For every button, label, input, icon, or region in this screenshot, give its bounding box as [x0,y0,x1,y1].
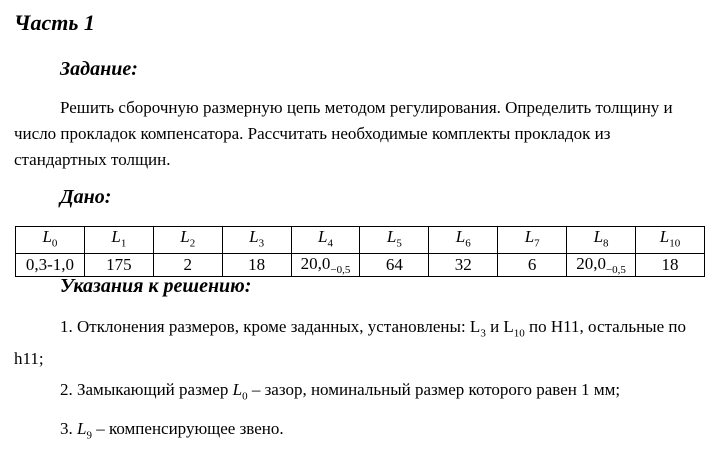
header-symbol: L [42,227,52,246]
header-symbol: L [111,227,121,246]
header-cell [498,227,567,254]
task-text-content: Решить сборочную размерную цепь методом регулирования. Определить толщину и число прокладок компенсатора. Рассчитать необходимые комплекты прокладок из стандартных толщин. [14,98,673,169]
task-title: Задание: [60,58,138,80]
hint-2-symbol [232,380,248,403]
hint-1-sub-2: 10 [513,327,525,340]
cell-value: 6 [527,255,537,275]
cell-value: 64 [385,255,403,275]
hint-1-text-a: 1. Отклонения размеров, кроме заданных, установлены: L [60,317,481,336]
header-index: 7 [534,237,540,250]
hint-3-symbol-letter: L [77,419,87,438]
header-symbol: L [659,227,670,246]
task-text [14,95,704,173]
header-index: 10 [669,237,681,250]
header-cell [360,227,429,254]
header-symbol: L [593,227,604,246]
given-title: Дано: [60,186,112,208]
header-symbol: L [524,227,535,246]
hint-1-text-b: и L [485,317,514,336]
hint-2-text-a: 2. Замыкающий размер [60,380,233,399]
given-table [15,226,705,277]
value-cell [567,254,636,277]
value-cell [429,254,498,277]
cell-value: 175 [106,255,132,275]
hint-3 [14,416,704,448]
value-cell [360,254,429,277]
value-cell [636,254,705,277]
header-index: 3 [258,237,265,250]
cell-value: 20,0 [300,254,331,274]
hint-3-symbol [77,419,92,442]
hint-2 [14,377,704,409]
cell-value: 2 [183,255,192,275]
value-cell [498,254,567,277]
header-symbol: L [249,227,259,246]
hint-2-symbol-index: 0 [242,390,248,403]
header-cell [567,227,636,254]
header-index: 4 [327,237,333,250]
hint-1-sub-1: 3 [480,327,486,340]
header-index: 0 [51,237,58,250]
hint-3-text-b: – компенсирующее звено. [91,419,284,438]
header-cell [16,227,85,254]
hint-1 [14,314,704,372]
cell-value: 0,3-1,0 [25,255,75,275]
cell-tolerance: −0,5 [605,264,626,277]
header-symbol: L [180,227,190,246]
header-cell [291,227,360,254]
header-cell [84,227,153,254]
header-index: 6 [465,237,471,250]
hint-3-text-a: 3. [60,419,77,438]
hint-2-text-b: – зазор, номинальный размер которого равен 1 мм; [247,380,621,399]
table-header-row [16,227,705,254]
cell-value: 20,0 [576,254,606,274]
part-title: Часть 1 [14,10,95,35]
header-cell [153,227,222,254]
header-cell [429,227,498,254]
hints-title: Указания к решению: [60,275,252,297]
header-symbol: L [386,227,397,246]
cell-tolerance: −0,5 [330,264,351,277]
value-cell [291,254,360,277]
cell-value: 18 [248,255,266,275]
header-symbol: L [455,227,466,246]
hint-3-symbol-index: 9 [86,429,92,442]
header-symbol: L [318,227,328,246]
header-index: 5 [396,237,402,250]
header-cell [636,227,705,254]
hint-2-symbol-letter: L [232,380,243,399]
hint-1-text-c: по H11, остальные по h11; [14,317,686,369]
header-index: 1 [120,237,127,250]
cell-value: 32 [454,255,472,275]
header-index: 2 [189,237,196,250]
cell-value: 18 [661,255,679,275]
header-cell [222,227,291,254]
header-index: 8 [603,237,609,250]
